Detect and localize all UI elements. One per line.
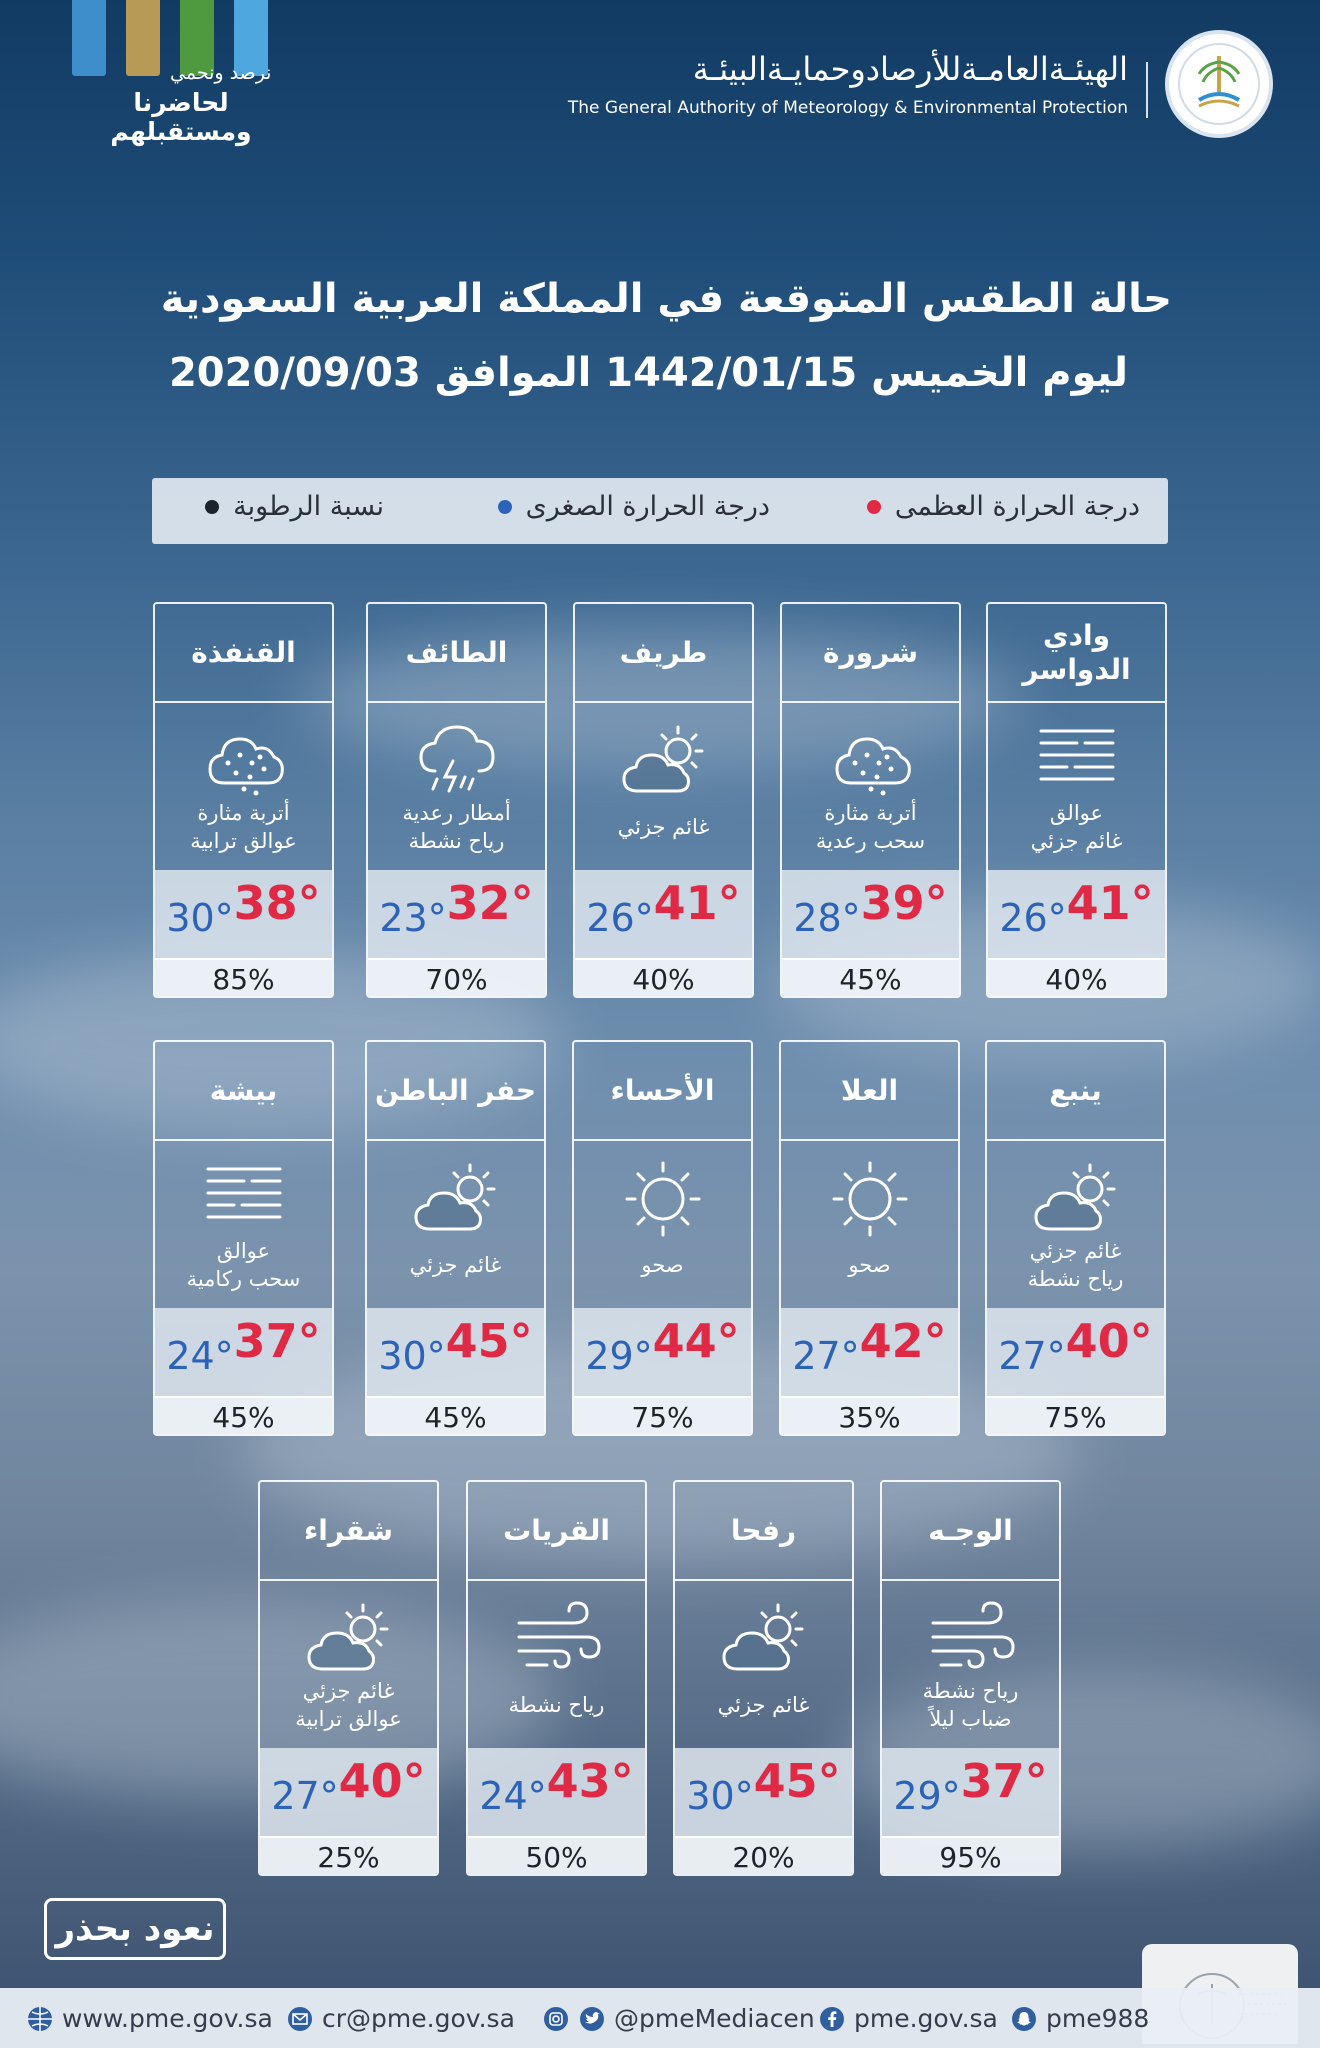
humidity-value: 45%: [367, 1396, 544, 1436]
max-temp: 44°: [652, 1314, 740, 1368]
black-dot-icon: [205, 500, 219, 514]
condition-line-2: عوالق ترابية: [190, 829, 297, 853]
globe-icon: [26, 2005, 54, 2033]
condition-area: [574, 1141, 751, 1308]
condition-line-1: أتربة مثارة: [197, 801, 290, 825]
max-temp: 41°: [653, 876, 741, 930]
humidity-value: 45%: [155, 1396, 332, 1436]
temperature-values: [575, 876, 752, 940]
temperature-area: [367, 1308, 544, 1396]
city-card: [880, 1480, 1061, 1876]
condition-area: [988, 703, 1165, 870]
condition-text: [987, 1237, 1164, 1293]
page-subtitle-date: ليوم الخميس 1442/01/15 الموافق 2020/09/03: [168, 350, 1128, 396]
humidity-value: 40%: [988, 958, 1165, 998]
city-card: [153, 1040, 334, 1436]
partly-cloudy-icon: [406, 1155, 506, 1241]
partly-cloudy-icon: [1026, 1155, 1126, 1241]
thunder-rain-icon: [407, 717, 507, 803]
condition-text: [468, 1691, 645, 1719]
mail-icon: [286, 2005, 314, 2033]
partly-cloudy-icon: [714, 1595, 814, 1681]
condition-line-1: صحو: [641, 1253, 684, 1277]
condition-line-2: سحب رعدية: [815, 829, 926, 853]
condition-area: [155, 703, 332, 870]
city-name: شقراء: [260, 1482, 437, 1581]
max-temp: 42°: [859, 1314, 947, 1368]
temperature-area: [575, 870, 752, 958]
temperature-area: [155, 1308, 332, 1396]
partly-cloudy-icon: [614, 717, 714, 803]
humidity-value: 40%: [575, 958, 752, 998]
city-card: [153, 602, 334, 998]
slogan-main: لحاضرنا ومستقبلهم: [110, 88, 252, 146]
min-temp: 29°: [585, 1334, 653, 1378]
condition-line-1: عوالق: [216, 1239, 271, 1263]
city-name: بيشة: [155, 1042, 332, 1141]
city-name: شرورة: [782, 604, 959, 703]
facebook-text: pme.gov.sa: [854, 2004, 998, 2033]
city-card: [986, 602, 1167, 998]
max-temp: 40°: [338, 1754, 426, 1808]
min-temp: 26°: [999, 896, 1067, 940]
condition-text: [367, 1251, 544, 1279]
fog-icon: [194, 1155, 294, 1241]
max-temp: 37°: [233, 1314, 321, 1368]
sun-icon: [820, 1155, 920, 1241]
min-temp: 24°: [479, 1774, 547, 1818]
city-name: رفحا: [675, 1482, 852, 1581]
humidity-value: 70%: [368, 958, 545, 998]
city-card: [572, 1040, 753, 1436]
facebook-icon: [818, 2005, 846, 2033]
legend-humidity-label: نسبة الرطوبة: [233, 491, 384, 522]
humidity-value: 95%: [882, 1836, 1059, 1876]
slogan-small: نرصد ونحمي: [170, 62, 272, 84]
temperature-area: [468, 1748, 645, 1836]
footer-social[interactable]: [542, 2004, 815, 2033]
pme-emblem-icon: [1165, 30, 1273, 138]
condition-text: [574, 1251, 751, 1279]
max-temp: 37°: [960, 1754, 1048, 1808]
condition-area: [368, 703, 545, 870]
humidity-value: 75%: [987, 1396, 1164, 1436]
condition-line-1: غائم جزئي: [302, 1679, 395, 1703]
min-temp: 27°: [792, 1334, 860, 1378]
min-temp: 26°: [586, 896, 654, 940]
city-name: طريف: [575, 604, 752, 703]
condition-area: [367, 1141, 544, 1308]
city-name: القنفذة: [155, 604, 332, 703]
city-name: ينبع: [987, 1042, 1164, 1141]
social-handle-text: @pmeMediacen: [614, 2004, 815, 2033]
city-name: العلا: [781, 1042, 958, 1141]
ribbon-water-icon: [72, 0, 106, 76]
condition-line-2: رياح نشطة: [408, 829, 505, 853]
temperature-values: [782, 876, 959, 940]
temperature-area: [782, 870, 959, 958]
city-name: الطائف: [368, 604, 545, 703]
dust-cloud-icon: [821, 717, 921, 803]
condition-area: [468, 1581, 645, 1748]
max-temp: 38°: [233, 876, 321, 930]
sun-icon: [613, 1155, 713, 1241]
email-text: cr@pme.gov.sa: [322, 2004, 515, 2033]
city-name: حفر الباطن: [367, 1042, 544, 1141]
condition-line-1: غائم جزئي: [1029, 1239, 1122, 1263]
city-card: [366, 602, 547, 998]
condition-text: [781, 1251, 958, 1279]
footer-email[interactable]: [286, 2004, 515, 2033]
city-card: [779, 1040, 960, 1436]
org-name-english: The General Authority of Meteorology & Environmental Protection: [567, 98, 1128, 118]
max-temp: 45°: [753, 1754, 841, 1808]
min-temp: 27°: [271, 1774, 339, 1818]
temperature-values: [468, 1754, 645, 1818]
condition-line-2: رياح نشطة: [1027, 1267, 1124, 1291]
legend-max-label: درجة الحرارة العظمى: [894, 491, 1140, 522]
temperature-area: [987, 1308, 1164, 1396]
max-temp: 40°: [1065, 1314, 1153, 1368]
condition-text: [260, 1677, 437, 1733]
condition-text: [155, 1237, 332, 1293]
humidity-value: 75%: [574, 1396, 751, 1436]
org-name-arabic: الهيئـةالعامـةللأرصادوحمايـةالبيئـة: [692, 50, 1128, 88]
temperature-values: [367, 1314, 544, 1378]
partly-cloudy-icon: [299, 1595, 399, 1681]
temperature-area: [882, 1748, 1059, 1836]
condition-line-1: صحو: [848, 1253, 891, 1277]
condition-area: [782, 703, 959, 870]
condition-text: [882, 1677, 1059, 1733]
condition-line-1: أمطار رعدية: [402, 801, 511, 825]
max-temp: 32°: [446, 876, 534, 930]
condition-area: [781, 1141, 958, 1308]
condition-line-1: رياح نشطة: [922, 1679, 1019, 1703]
city-name: الأحساء: [574, 1042, 751, 1141]
condition-area: [155, 1141, 332, 1308]
temperature-values: [987, 1314, 1164, 1378]
fog-icon: [1027, 717, 1127, 803]
humidity-value: 35%: [781, 1396, 958, 1436]
humidity-value: 85%: [155, 958, 332, 998]
condition-line-2: ضباب ليلاً: [929, 1707, 1012, 1731]
ribbon-sand-icon: [126, 0, 160, 76]
condition-line-1: غائم جزئي: [717, 1693, 810, 1717]
condition-line-2: غائم جزئي: [1030, 829, 1123, 853]
min-temp: 30°: [378, 1334, 446, 1378]
condition-line-1: أتربة مثارة: [824, 801, 917, 825]
city-card: [573, 602, 754, 998]
website-text: www.pme.gov.sa: [62, 2004, 273, 2033]
condition-line-1: غائم جزئي: [409, 1253, 502, 1277]
temperature-area: [368, 870, 545, 958]
wind-icon: [507, 1595, 607, 1681]
wind-icon: [921, 1595, 1021, 1681]
condition-text: [575, 813, 752, 841]
condition-area: [882, 1581, 1059, 1748]
condition-text: [368, 799, 545, 855]
condition-text: [675, 1691, 852, 1719]
twitter-icon: [578, 2005, 606, 2033]
header-divider: [1146, 62, 1148, 118]
footer-facebook[interactable]: [818, 2004, 998, 2033]
instagram-icon: [542, 2005, 570, 2033]
min-temp: 30°: [686, 1774, 754, 1818]
min-temp: 23°: [379, 896, 447, 940]
city-name: الوجـه: [882, 1482, 1059, 1581]
city-card: [258, 1480, 439, 1876]
humidity-value: 45%: [782, 958, 959, 998]
temperature-area: [781, 1308, 958, 1396]
max-temp: 39°: [860, 876, 948, 930]
temperature-values: [368, 876, 545, 940]
footer-snapchat[interactable]: [1010, 2004, 1149, 2033]
min-temp: 27°: [998, 1334, 1066, 1378]
blue-dot-icon: [498, 500, 512, 514]
legend-min: [498, 491, 770, 522]
temperature-area: [988, 870, 1165, 958]
humidity-value: 25%: [260, 1836, 437, 1876]
legend-humidity: [205, 491, 384, 522]
min-temp: 29°: [893, 1774, 961, 1818]
legend-min-label: درجة الحرارة الصغرى: [525, 491, 770, 522]
humidity-value: 50%: [468, 1836, 645, 1876]
max-temp: 41°: [1066, 876, 1154, 930]
city-card: [985, 1040, 1166, 1436]
condition-line-1: غائم جزئي: [617, 815, 710, 839]
condition-line-1: عوالق: [1049, 801, 1104, 825]
temperature-values: [781, 1314, 958, 1378]
legend-bar: [152, 478, 1168, 544]
max-temp: 43°: [546, 1754, 634, 1808]
snapchat-text: pme988: [1046, 2004, 1150, 2033]
badge-naood-bihathar: نعود بحذر: [44, 1898, 226, 1960]
condition-area: [260, 1581, 437, 1748]
min-temp: 28°: [793, 896, 861, 940]
min-temp: 30°: [166, 896, 234, 940]
temperature-values: [155, 876, 332, 940]
condition-text: [988, 799, 1165, 855]
city-card: [466, 1480, 647, 1876]
condition-text: [782, 799, 959, 855]
page-title: حالة الطقس المتوقعة في المملكة العربية السعودية: [160, 276, 1172, 322]
temperature-area: [675, 1748, 852, 1836]
legend-max: [867, 491, 1140, 522]
temperature-values: [675, 1754, 852, 1818]
city-card: [673, 1480, 854, 1876]
temperature-values: [155, 1314, 332, 1378]
dust-cloud-icon: [194, 717, 294, 803]
city-card: [780, 602, 961, 998]
condition-area: [675, 1581, 852, 1748]
condition-area: [575, 703, 752, 870]
temperature-values: [574, 1314, 751, 1378]
condition-line-2: عوالق ترابية: [295, 1707, 402, 1731]
temperature-area: [260, 1748, 437, 1836]
footer-bar: [0, 1988, 1320, 2048]
city-name: القريات: [468, 1482, 645, 1581]
city-card: [365, 1040, 546, 1436]
city-name: وادي الدواسر: [988, 604, 1165, 703]
condition-area: [987, 1141, 1164, 1308]
min-temp: 24°: [166, 1334, 234, 1378]
snapchat-icon: [1010, 2005, 1038, 2033]
footer-website[interactable]: [26, 2004, 273, 2033]
red-dot-icon: [867, 500, 881, 514]
temperature-values: [260, 1754, 437, 1818]
humidity-value: 20%: [675, 1836, 852, 1876]
condition-line-1: رياح نشطة: [508, 1693, 605, 1717]
temperature-values: [882, 1754, 1059, 1818]
condition-text: [155, 799, 332, 855]
temperature-area: [155, 870, 332, 958]
condition-line-2: سحب ركامية: [186, 1267, 301, 1291]
temperature-values: [988, 876, 1165, 940]
temperature-area: [574, 1308, 751, 1396]
max-temp: 45°: [445, 1314, 533, 1368]
